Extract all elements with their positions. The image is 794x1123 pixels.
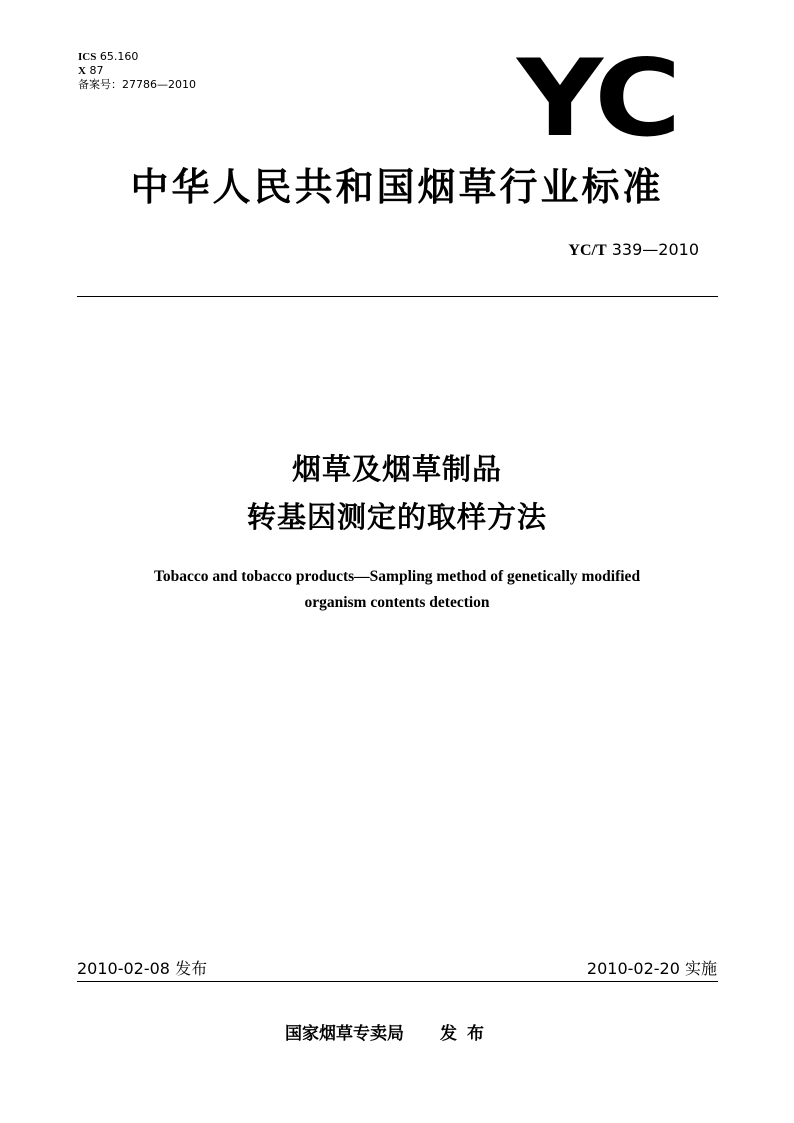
implementation-date: 2010-02-20 实施 <box>586 959 717 978</box>
publisher <box>285 1019 494 1044</box>
standard-code-prefix: YC/T <box>568 242 607 259</box>
ccs-code: X 87 <box>78 64 104 77</box>
yc-logo: YC <box>517 37 677 160</box>
header-divider <box>77 296 718 297</box>
chinese-title-line-2: 转基因测定的取样方法 <box>246 500 547 534</box>
standard-category-title: 中华人民共和国烟草行业标准 <box>130 165 664 209</box>
classification-block <box>78 50 196 92</box>
english-title-line-1: Tobacco and tobacco products—Sampling method of genetically modified <box>153 568 641 585</box>
chinese-title-line-1: 烟草及烟草制品 <box>291 452 502 486</box>
issue-date: 2010-02-08 发布 <box>77 959 208 978</box>
filing-number: 备案号：27786—2010 <box>78 78 196 91</box>
english-title-line-2: organism contents detection <box>304 594 490 611</box>
standard-code-number: 339—2010 <box>611 240 699 259</box>
standard-code <box>568 240 699 260</box>
footer-divider <box>77 981 718 982</box>
publisher-name: 国家烟草专卖局 <box>285 1024 404 1044</box>
ics-code: ICS 65.160 <box>78 50 139 63</box>
publisher-action: 发布 <box>440 1024 494 1044</box>
